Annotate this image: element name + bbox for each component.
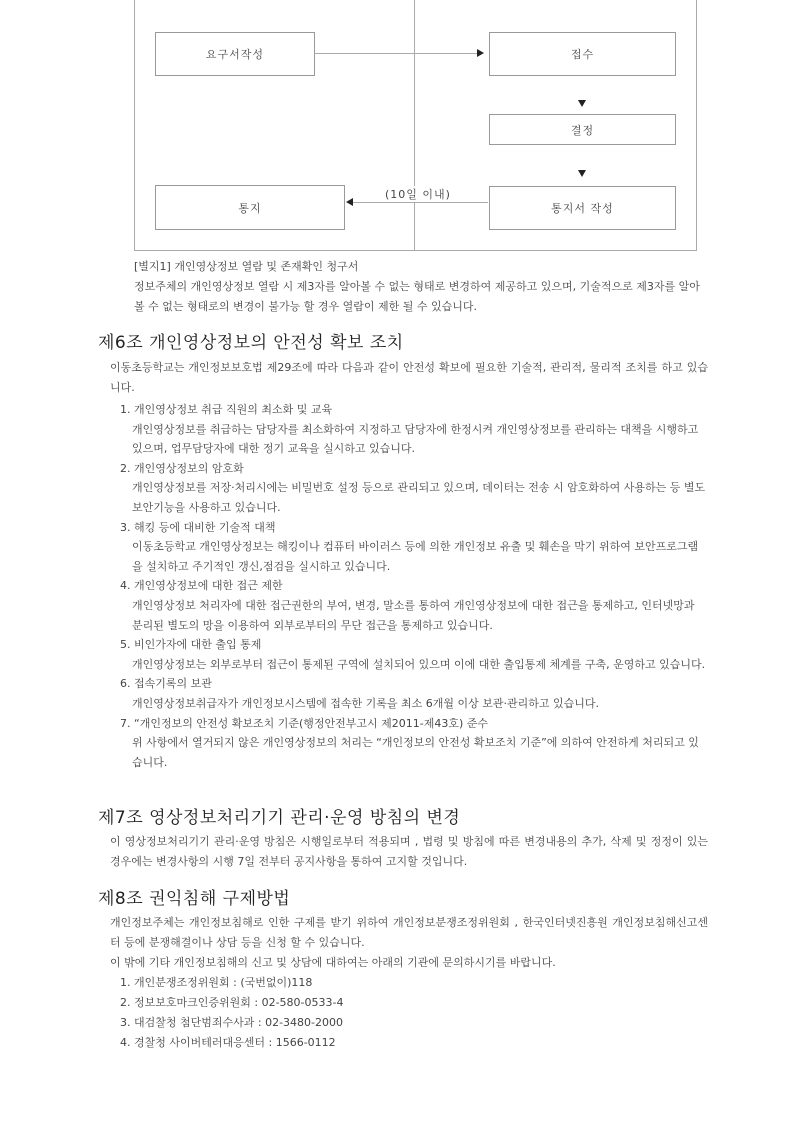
item-title: 4. 개인영상정보에 대한 접근 제한 bbox=[120, 579, 283, 593]
article-8-heading: 제8조 권익침해 구제방법 bbox=[98, 889, 291, 909]
item-body: 개인영상정보는 외부로부터 접근이 통제된 구역에 설치되어 있으며 이에 대한 출입통제 체계를 구축, 운영하고 있습니다. bbox=[132, 657, 706, 671]
item-title: 2. 개인영상정보의 암호화 bbox=[120, 461, 244, 475]
item-title: 7. “개인정보의 안전성 확보조치 기준(행정안전부고시 제2011-제43호) 준수 bbox=[120, 716, 488, 730]
list-item: 4. 경찰청 사이버테러대응센터 : 1566-0112 bbox=[120, 1036, 336, 1049]
flowchart-caption bbox=[134, 257, 704, 317]
node-write-notice-label: 통지서 작성 bbox=[551, 202, 614, 215]
flowchart-divider bbox=[414, 0, 415, 250]
contact-list bbox=[98, 973, 708, 1053]
caption-title: [별지1] 개인영상정보 열람 및 존재확인 청구서 bbox=[134, 260, 359, 273]
list-item: 2. 정보보호마크인증위원회 : 02-580-0533-4 bbox=[120, 996, 344, 1009]
article-8 bbox=[98, 887, 708, 1053]
list-item bbox=[120, 400, 708, 459]
item-body: 이동초등학교 개인영상정보는 해킹이나 컴퓨터 바이러스 등에 의한 개인정보 유출 및 훼손을 막기 위하여 보안프로그램을 설치하고 주기적인 갱신,점검을 실시하고 있습니다. bbox=[132, 540, 699, 573]
list-item bbox=[120, 714, 708, 773]
node-decide bbox=[489, 114, 676, 145]
item-body: 개인영상정보를 저장·처리시에는 비밀번호 설정 등으로 관리되고 있으며, 데이터는 전송 시 암호화하여 사용하는 등 별도 보안기능을 사용하고 있습니다. bbox=[132, 481, 706, 514]
arrow-left-icon bbox=[346, 198, 353, 206]
edge-request-to-receive bbox=[314, 53, 477, 54]
node-notify-label: 통지 bbox=[238, 201, 262, 215]
caption-body: 정보주체의 개인영상정보 열람 시 제3자를 알아볼 수 없는 형태로 변경하여 제공하고 있으며, 기술적으로 제3자를 알아볼 수 없는 형태로의 변경이 불가능 할 경우 열람이 제한 될 수 있습니다. bbox=[134, 280, 700, 313]
arrow-down-icon bbox=[578, 100, 586, 107]
node-request-form-label: 요구서작성 bbox=[205, 48, 265, 61]
article-6-list bbox=[98, 400, 708, 772]
node-receive bbox=[489, 32, 676, 76]
item-title: 3. 해킹 등에 대비한 기술적 대책 bbox=[120, 520, 276, 534]
item-body: 개인영상정보를 취급하는 담당자를 최소화하여 지정하고 담당자에 한정시켜 개인영상정보를 관리하는 대책을 시행하고 있으며, 업무담당자에 대한 정기 교육을 실시하고 있습니다. bbox=[132, 422, 699, 456]
list-item: 3. 대검찰청 첨단범죄수사과 : 02-3480-2000 bbox=[120, 1016, 343, 1029]
item-body: 위 사항에서 열거되지 않은 개인영상정보의 처리는 “개인정보의 안전성 확보조치 기준”에 의하여 안전하게 처리되고 있습니다. bbox=[132, 736, 699, 769]
item-title: 1. 개인영상정보 취급 직원의 최소화 및 교육 bbox=[120, 403, 333, 416]
article-6-intro: 이동초등학교는 개인정보보호법 제29조에 따라 다음과 같이 안전성 확보에 필요한 기술적, 관리적, 물리적 조치를 하고 있습니다. bbox=[110, 361, 708, 394]
article-7 bbox=[98, 806, 708, 872]
node-write-notice bbox=[489, 186, 676, 230]
article-8-body-2: 이 밖에 기타 개인정보침해의 신고 및 상담에 대하여는 아래의 기관에 문의하시기를 바랍니다. bbox=[110, 956, 556, 969]
list-item bbox=[120, 518, 708, 577]
edge-label-ten-days: (10일 이내) bbox=[382, 186, 454, 202]
article-7-heading: 제7조 영상정보처리기기 관리·운영 방침의 변경 bbox=[98, 808, 461, 828]
item-body: 개인영상정보 처리자에 대한 접근권한의 부여, 변경, 말소를 통하여 개인영상정보에 대한 접근을 통제하고, 인터넷망과 분리된 별도의 망을 이용하여 외부로부터의 무단 접근을 통제하고 있습니다. bbox=[132, 598, 695, 632]
arrow-down-icon bbox=[578, 170, 586, 177]
list-item bbox=[120, 674, 708, 713]
node-decide-label: 결정 bbox=[570, 123, 595, 137]
list-item: 1. 개인분쟁조정위원회 : (국번없이)118 bbox=[120, 976, 313, 989]
list-item bbox=[120, 635, 708, 674]
article-6 bbox=[98, 331, 708, 772]
item-title: 5. 비인가자에 대한 출입 통제 bbox=[120, 638, 262, 652]
article-7-body: 이 영상정보처리기기 관리·운영 방침은 시행일로부터 적용되며 , 법령 및 방침에 따른 변경내용의 추가, 삭제 및 정정이 있는 경우에는 변경사항의 시행 7일 전부터 공지사항을 통하여 고지할 것입니다. bbox=[110, 835, 708, 868]
request-flowchart bbox=[134, 0, 697, 252]
item-title: 6. 접속기록의 보관 bbox=[120, 677, 212, 691]
list-item bbox=[120, 459, 708, 518]
node-receive-label: 접수 bbox=[570, 48, 595, 61]
item-body: 개인영상정보취급자가 개인정보시스템에 접속한 기록을 최소 6개월 이상 보관·관리하고 있습니다. bbox=[132, 696, 600, 710]
node-request-form bbox=[155, 32, 315, 76]
list-item bbox=[120, 576, 708, 635]
article-8-body-1: 개인정보주체는 개인정보침해로 인한 구제를 받기 위하여 개인정보분쟁조정위원회 , 한국인터넷진흥원 개인정보침해신고센터 등에 분쟁해결이나 상담 등을 신청 할 수 있습니다. bbox=[110, 916, 708, 949]
edge-notice-to-notify bbox=[353, 202, 488, 203]
article-6-heading: 제6조 개인영상정보의 안전성 확보 조치 bbox=[98, 333, 404, 353]
node-notify bbox=[155, 185, 345, 230]
arrow-right-icon bbox=[477, 49, 484, 57]
